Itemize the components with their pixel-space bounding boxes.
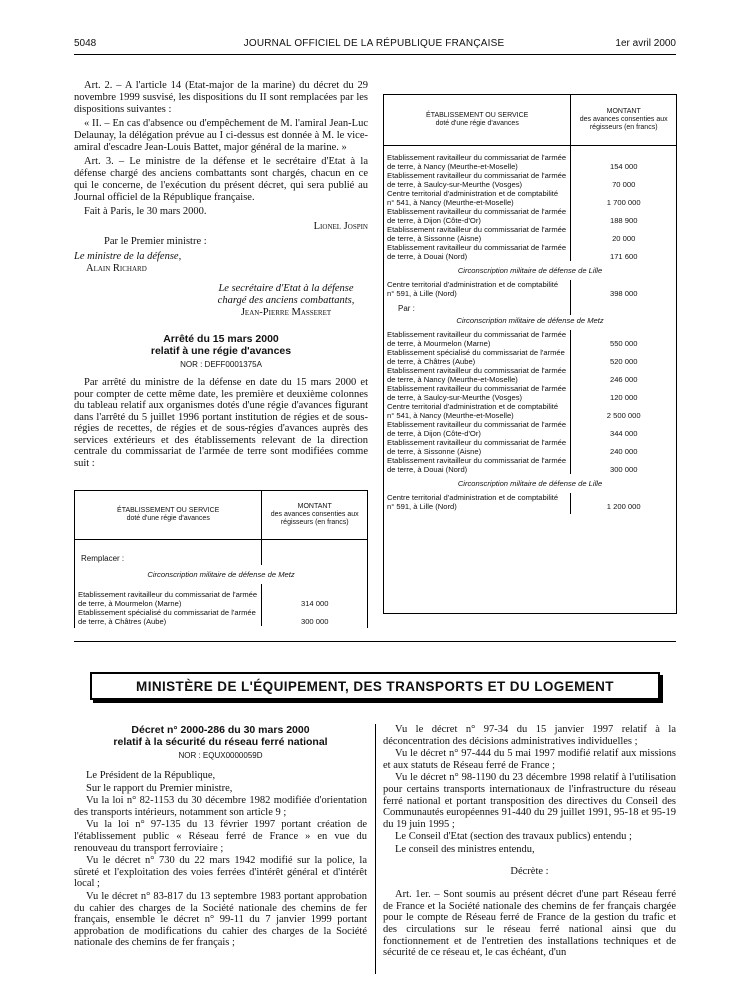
- table-header-establishment: [384, 95, 571, 145]
- circonscription-metz: Circonscription militaire de défense de Metz: [147, 569, 295, 579]
- row-establishment: Etablissement ravitailleur du commissariat de l'armée de terre, à Dijon (Côte-d'Or): [387, 420, 567, 438]
- table-row: [75, 584, 367, 608]
- row-amount: 520 000: [571, 348, 676, 366]
- header-amount-main: MONTANT: [606, 107, 641, 115]
- row-amount: 2 500 000: [571, 402, 676, 420]
- row-amount: 300 000: [571, 456, 676, 474]
- table-row: [384, 280, 676, 298]
- decrete: Décrète :: [510, 865, 549, 877]
- circonscription-metz: Circonscription militaire de défense de Metz: [456, 316, 604, 325]
- table-row: [384, 207, 676, 225]
- table-row: [384, 243, 676, 261]
- paragraph: Vu le décret n° 98-1190 du 23 décembre 1998 relatif à l'utilisation pour certains transports internationaux de l'infrastructure du réseau ferré national et portant transposition des directives du Conseil des Communautés européennes 91-440 du 29 juillet 1991, 95-18 et 95-19 du 19 juin 1995 ;: [383, 772, 676, 830]
- row-establishment: Etablissement ravitailleur du commissariat de l'armée de terre, à Dijon (Côte-d'Or): [387, 207, 567, 225]
- right-table: [383, 94, 677, 614]
- ministre-name: Alain Richard: [86, 263, 147, 274]
- paragraph: Vu la loi n° 82-1153 du 30 décembre 1982 modifiée d'orientation des transports intérieurs, notamment son article 9 ;: [74, 795, 367, 818]
- row-establishment: Centre territorial d'administration et de comptabilité n° 591, à Lille (Nord): [387, 493, 559, 511]
- table-row: [384, 493, 676, 514]
- header-amount-main: MONTANT: [297, 502, 332, 510]
- header-establishment-sub: doté d'une régie d'avances: [126, 514, 210, 522]
- decret-subtitle: relatif à la sécurité du réseau ferré national: [113, 736, 328, 748]
- row-establishment: Etablissement ravitailleur du commissariat de l'armée de terre, à Saulcy-sur-Meurthe (Vosges): [387, 384, 567, 402]
- lower-right-column: [383, 724, 676, 960]
- row-amount: 1 700 000: [571, 189, 676, 207]
- paragraph: Le Conseil d'Etat (section des travaux publics) entendu ;: [395, 831, 632, 843]
- row-establishment: Etablissement ravitailleur du commissariat de l'armée de terre, à Sissonne (Aisne): [387, 225, 567, 243]
- journal-title: JOURNAL OFFICIEL DE LA RÉPUBLIQUE FRANÇAISE: [243, 38, 505, 49]
- signer-name: Lionel Jospin: [313, 221, 368, 232]
- row-amount: 246 000: [571, 366, 676, 384]
- table-row: [384, 153, 676, 171]
- table-row: [384, 171, 676, 189]
- table-row: [384, 402, 676, 420]
- paragraph: Vu la loi n° 97-135 du 13 février 1997 portant création de l'établissement public « Réseau ferré de France » en vue du renouveau du transport ferroviaire ;: [74, 819, 367, 854]
- row-establishment: Etablissement spécialisé du commissariat de l'armée de terre, à Châtres (Aube): [387, 348, 565, 366]
- ministry-banner: MINISTÈRE DE L'ÉQUIPEMENT, DES TRANSPORTS ET DU LOGEMENT: [90, 672, 660, 700]
- row-establishment: Etablissement ravitailleur du commissariat de l'armée de terre, à Douai (Nord): [387, 243, 567, 261]
- page-number: 5048: [74, 38, 97, 49]
- replace-label: Remplacer :: [81, 553, 125, 563]
- row-establishment: Centre territorial d'administration et de comptabilité n° 541, à Nancy (Meurthe-et-Moselle): [387, 402, 559, 420]
- row-amount: 20 000: [571, 225, 676, 243]
- paragraph: Vu le décret n° 83-817 du 13 septembre 1983 portant approbation du cahier des charges de la Société nationale des chemins de fer français, ensemble le décret n° 99-11 du 7 janvier 1999 portant approbation de modifications du cahier des charges de la Société nationale des chemins de fer français ;: [74, 890, 367, 949]
- row-establishment: Etablissement ravitailleur du commissariat de l'armée de terre, à Mourmelon (Marne): [78, 589, 258, 608]
- row-establishment: Centre territorial d'administration et de comptabilité n° 541, à Nancy (Meurthe-et-Moselle): [387, 189, 559, 207]
- circonscription-lille: Circonscription militaire de défense de Lille: [457, 266, 603, 275]
- table-row: [384, 348, 676, 366]
- par-premier-ministre: Par le Premier ministre :: [104, 236, 207, 247]
- paragraph: Le Président de la République,: [86, 770, 216, 781]
- secretaire-role: Le secrétaire d'Etat à la défense chargé des anciens combattants,: [217, 283, 355, 306]
- row-establishment: Etablissement ravitailleur du commissariat de l'armée de terre, à Saulcy-sur-Meurthe (Vosges): [387, 171, 567, 189]
- table-header-amount: [571, 95, 676, 145]
- row-amount: 120 000: [571, 384, 676, 402]
- section-divider: [74, 641, 676, 642]
- table-row: [384, 384, 676, 402]
- par-label: Par :: [398, 304, 415, 313]
- table-header-amount: [262, 491, 367, 539]
- table-row: [384, 225, 676, 243]
- table-row: [75, 608, 367, 626]
- row-amount: 314 000: [262, 584, 367, 608]
- table-row: [384, 189, 676, 207]
- issue-date: 1er avril 2000: [615, 38, 676, 49]
- left-table: [74, 490, 368, 628]
- table-row: [384, 330, 676, 348]
- decret-nor: NOR : EQUX0000059D: [178, 751, 263, 760]
- row-establishment: Etablissement ravitailleur du commissariat de l'armée de terre, à Mourmelon (Marne): [387, 330, 567, 348]
- table-row: [384, 420, 676, 438]
- arrete-nor: NOR : DEFF0001375A: [180, 360, 262, 369]
- ministre-role: Le ministre de la défense,: [74, 251, 182, 262]
- header-rule: [74, 54, 676, 55]
- table-header-establishment: [75, 491, 262, 539]
- article-3: Art. 3. – Le ministre de la défense et le secrétaire d'Etat à la défense chargé des anciens combattants sont chargés, chacun en ce qui le concerne, de l'exécution du présent décret, qui sera publié au Journal officiel de la République française.: [74, 156, 368, 203]
- row-amount: 300 000: [262, 608, 367, 626]
- left-upper-column: [74, 80, 368, 471]
- row-establishment: Etablissement ravitailleur du commissariat de l'armée de terre, à Sissonne (Aisne): [387, 438, 567, 456]
- row-amount: 398 000: [571, 280, 676, 298]
- header-establishment-main: ÉTABLISSEMENT OU SERVICE: [117, 506, 220, 514]
- column-separator: [375, 724, 376, 974]
- row-amount: 70 000: [571, 171, 676, 189]
- row-amount: 1 200 000: [571, 493, 676, 514]
- row-establishment: Etablissement ravitailleur du commissariat de l'armée de terre, à Nancy (Meurthe-et-Moselle): [387, 366, 567, 384]
- article-2: Art. 2. – A l'article 14 (Etat-major de la marine) du décret du 29 novembre 1999 susvisé, les dispositions du II sont remplacées par les dispositions suivantes :: [74, 80, 368, 115]
- arrete-body: Par arrêté du ministre de la défense en date du 15 mars 2000 et pour compter de cette même date, les première et deuxième colonnes du tableau relatif aux organismes dotés d'une régie d'avances figurant dans l'arrêté du 5 juillet 1996 portant institution de régies et de sous-régies de recettes, de régies et de sous-régies d'avances auprès des services extérieurs et des établissements relevant de la direction centrale du commissariat de l'armée de terre sont modifiées comme suit :: [74, 377, 368, 469]
- row-establishment: Etablissement ravitailleur du commissariat de l'armée de terre, à Douai (Nord): [387, 456, 567, 474]
- circonscription-lille: Circonscription militaire de défense de Lille: [457, 479, 603, 488]
- paragraph: Vu le décret n° 97-444 du 5 mai 1997 modifié relatif aux missions et aux statuts de Réseau ferré de France ;: [383, 748, 676, 771]
- header-establishment-sub: doté d'une régie d'avances: [435, 119, 519, 127]
- header-amount-sub: des avances consenties aux régisseurs (en francs): [270, 510, 359, 526]
- row-amount: 550 000: [571, 330, 676, 348]
- table-row: [384, 456, 676, 474]
- paragraph: Le conseil des ministres entendu,: [395, 843, 535, 855]
- row-establishment: Etablissement spécialisé du commissariat de l'armée de terre, à Châtres (Aube): [78, 607, 256, 626]
- header-establishment-main: ÉTABLISSEMENT OU SERVICE: [426, 111, 529, 119]
- table-row: [384, 366, 676, 384]
- row-amount: 240 000: [571, 438, 676, 456]
- article-1: Art. 1er. – Sont soumis au présent décret d'une part Réseau ferré de France et la Société nationale des chemins de fer français chargée pour le compte de Réseau ferré de France de la gestion du trafic et des circulations sur le réseau ferré national ainsi que du fonctionnement et de l'entretien des installations techniques et de sécurité de ce réseau et, le cas échéant, d'un: [383, 889, 676, 959]
- paragraph: Vu le décret n° 97-34 du 15 janvier 1997 relatif à la déconcentration des décisions administratives individuelles ;: [383, 724, 676, 747]
- table-row: [384, 438, 676, 456]
- lower-left-column: [74, 724, 367, 950]
- row-amount: 344 000: [571, 420, 676, 438]
- article-2-quote: « II. – En cas d'absence ou d'empêchement de M. l'amiral Jean-Luc Delaunay, la délégation prévue au I ci-dessus est donnée à M. le vice-amiral d'escadre Jean-Louis Battet, major général de la marine. »: [74, 118, 368, 153]
- fait-a-paris: Fait à Paris, le 30 mars 2000.: [84, 206, 207, 217]
- row-establishment: Etablissement ravitailleur du commissariat de l'armée de terre, à Nancy (Meurthe-et-Moselle): [387, 153, 567, 171]
- paragraph: Sur le rapport du Premier ministre,: [86, 782, 233, 794]
- row-amount: 154 000: [571, 153, 676, 171]
- arrete-title: Arrêté du 15 mars 2000: [163, 333, 279, 345]
- secretaire-name: Jean-Pierre Masseret: [240, 307, 332, 318]
- row-amount: 188 900: [571, 207, 676, 225]
- header-amount-sub: des avances consenties aux régisseurs (en francs): [579, 115, 668, 131]
- decret-title: Décret n° 2000-286 du 30 mars 2000: [131, 724, 310, 736]
- row-establishment: Centre territorial d'administration et de comptabilité n° 591, à Lille (Nord): [387, 280, 559, 298]
- arrete-subtitle: relatif à une régie d'avances: [150, 345, 292, 357]
- row-amount: 171 600: [571, 243, 676, 261]
- paragraph: Vu le décret n° 730 du 22 mars 1942 modifié sur la police, la sûreté et l'exploitation des voies ferrées d'intérêt général et d'intérêt local ;: [74, 855, 367, 890]
